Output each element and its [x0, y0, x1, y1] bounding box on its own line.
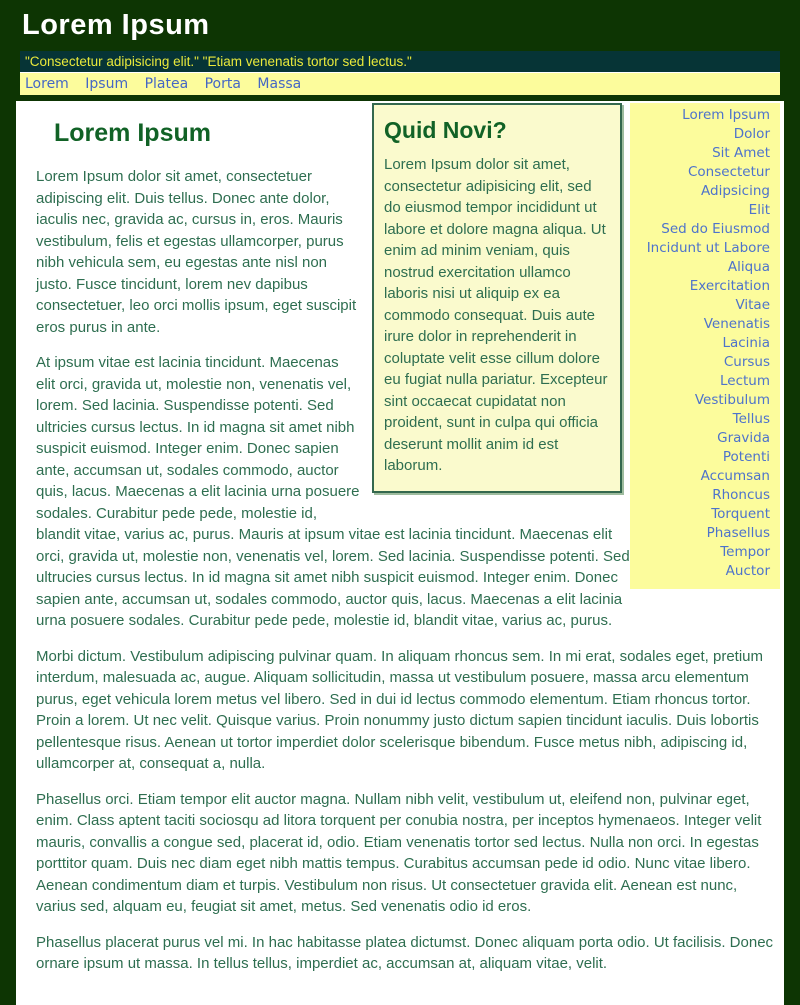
nav-link-platea[interactable]: Platea	[144, 76, 189, 92]
news-box	[372, 103, 622, 493]
sidebar-item-lacinia[interactable]: Lacinia	[722, 335, 770, 351]
sidebar-item-exercitation[interactable]: Exercitation	[689, 278, 770, 294]
sidebar-links	[630, 103, 780, 589]
sidebar-item-sit-amet[interactable]: Sit Amet	[712, 145, 770, 161]
sidebar-item-accumsan[interactable]: Accumsan	[700, 468, 770, 484]
sidebar-item-lorem-ipsum[interactable]: Lorem Ipsum	[682, 107, 770, 123]
nav-link-ipsum[interactable]: Ipsum	[85, 76, 129, 92]
body-paragraph-4: Phasellus orci. Etiam tempor elit auctor magna. Nullam nibh velit, vestibulum ut, eleifend non, pulvinar eget, enim. Class aptent taciti sociosqu ad litora torquent per conubia nostra, per inceptos hymenaeos. Integer velit mauris, convallis a congue sed, placerat id, odio. Etiam venenatis tortor sed lectus. Nulla non orci. In egestas porttitor quam. Duis nec diam eget nibh mattis tempus. Curabitus accumsan pede id odio. Nunc vitae libero. Aenean condimentum diam et turpis. Vestibulum non risus. Ut consectetuer gravida elit. Aenean est nunc, varius sed, alquam eu, feugiat sit amet, metus. Sed venenatis odio id eros.	[36, 790, 762, 915]
sidebar-item-phasellus[interactable]: Phasellus	[706, 525, 770, 541]
nav-link-massa[interactable]: Massa	[257, 76, 302, 92]
nav-bar	[20, 72, 780, 95]
sidebar-item-aliqua[interactable]: Aliqua	[727, 259, 770, 275]
body-paragraph-2: At ipsum vitae est lacinia tincidunt. Maecenas elit orci, gravida ut, molestie non, venenatis vel, lorem. Sed lacinia. Suspendisse potenti. Sed ultricies cursus lectus. In id magna sit amet nibh suspicit euismod. Integer enim. Donec sapien ante, accumsan ut, sodales commodo, auctor quis, lacus. Maecenas a elit lacinia urna posuere sodales. Curabitur pede pede, molestie id, blandit vitae, varius ac, purus. Mauris at ipsum vitae est lacinia tincidunt. Maecenas elit orci, gravida ut, molestie non, venenatis vel, lorem. Sed lacinia. Suspendisse potenti. Sed ultrucies cursus lectus. In id magna sit amet nibh suspicit euismod. Integer enim. Donec sapien ante, accumsan ut, sodales commodo, auctor quis, lacus. Maecenas a elit lacinia urna posuere sodales. Curabitur pede pede, molestie id, blandit vitae, varius ac, purus.	[36, 354, 630, 629]
body-paragraph-1: Lorem Ipsum dolor sit amet, consectetuer adipiscing elit. Duis tellus. Donec ante dolor, iaculis nec, gravida ac, cursus in, eros. Mauris vestibulum, felis et egestas ullamcorper, purus nibh vehicula sem, eu egestas ante nisl non justo. Fusce tincidunt, lorem nev dapibus consectetuer, leo orci mollis ipsum, eget suscipit eros purus in ante.	[36, 168, 357, 336]
sidebar-item-elit[interactable]: Elit	[748, 202, 770, 218]
news-box-body: Lorem Ipsum dolor sit amet, consectetur adipisicing elit, sed do eiusmod tempor incididunt ut labore et dolore magna aliqua. Ut enim ad minim veniam, quis nostrud exercitation ullamco laboris nisi ut aliquip ex ea commodo consequat. Duis aute irure dolor in reprehenderit in coluptate velit esse cillum dolore eu fugiat nulla pariatur. Excepteur sint occaecat cupidatat non proident, sunt in culpa qui officia deserunt mollit anim id est laborum.	[384, 156, 608, 474]
sidebar-item-tellus[interactable]: Tellus	[732, 411, 770, 427]
main-content	[16, 101, 784, 1005]
sidebar-item-dolor[interactable]: Dolor	[733, 126, 770, 142]
nav-link-porta[interactable]: Porta	[204, 76, 241, 92]
sidebar-item-vitae[interactable]: Vitae	[735, 297, 770, 313]
sidebar-item-venenatis[interactable]: Venenatis	[703, 316, 770, 332]
sidebar-item-cursus[interactable]: Cursus	[723, 354, 770, 370]
sidebar-item-vestibulum[interactable]: Vestibulum	[694, 392, 770, 408]
sidebar-item-sed-do-eiusmod[interactable]: Sed do Eiusmod	[661, 221, 770, 237]
sidebar-item-torquent[interactable]: Torquent	[711, 506, 770, 522]
quote-bar	[20, 51, 780, 72]
sidebar-item-consectetur[interactable]: Consectetur	[687, 164, 770, 180]
sidebar-item-potenti[interactable]: Potenti	[722, 449, 770, 465]
sidebar-item-incidunt-ut-labore[interactable]: Incidunt ut Labore	[646, 240, 770, 256]
sidebar-item-lectum[interactable]: Lectum	[719, 373, 770, 389]
quote-text: "Consectetur adipisicing elit." "Etiam venenatis tortor sed lectus."	[25, 54, 412, 69]
news-box-heading: Quid Novi?	[384, 117, 507, 143]
sidebar-item-adipsicing[interactable]: Adipsicing	[701, 183, 770, 199]
sidebar-item-rhoncus[interactable]: Rhoncus	[712, 487, 770, 503]
sidebar-item-auctor[interactable]: Auctor	[725, 563, 770, 579]
body-paragraph-3: Morbi dictum. Vestibulum adipiscing pulvinar quam. In aliquam rhoncus sem. In mi erat, sodales eget, pretium interdum, malesuada ac, augue. Aliquam sollicitudin, massa ut vestibulum posuere, massa arcu elementum purus, eget vehicula lorem metus vel libero. Sed in dui id lectus commodo elementum. Etiam rhoncus tortor. Proin a lorem. Ut nec velit. Quisque varius. Proin nonummy justo dictum sapien tincidunt iaculis. Duis lobortis pellentesque risus. Aenean ut tortor imperdiet dolor scelerisque bibendum. Fusce metus nibh, adipiscing id, ullamcorper at, consequat a, nulla.	[36, 647, 764, 772]
sidebar-item-gravida[interactable]: Gravida	[717, 430, 770, 446]
nav-link-lorem[interactable]: Lorem	[25, 76, 69, 92]
page-title: Lorem Ipsum	[22, 9, 210, 41]
body-paragraph-5: Phasellus placerat purus vel mi. In hac habitasse platea dictumst. Donec aliquam porta odio. Ut facilisis. Donec ornare ipsum ut massa. In tellus tellus, imperdiet ac, accumsan at, aliquam vitae, velit.	[36, 933, 774, 972]
content-heading: Lorem Ipsum	[54, 119, 211, 147]
sidebar-item-tempor[interactable]: Tempor	[720, 544, 770, 560]
